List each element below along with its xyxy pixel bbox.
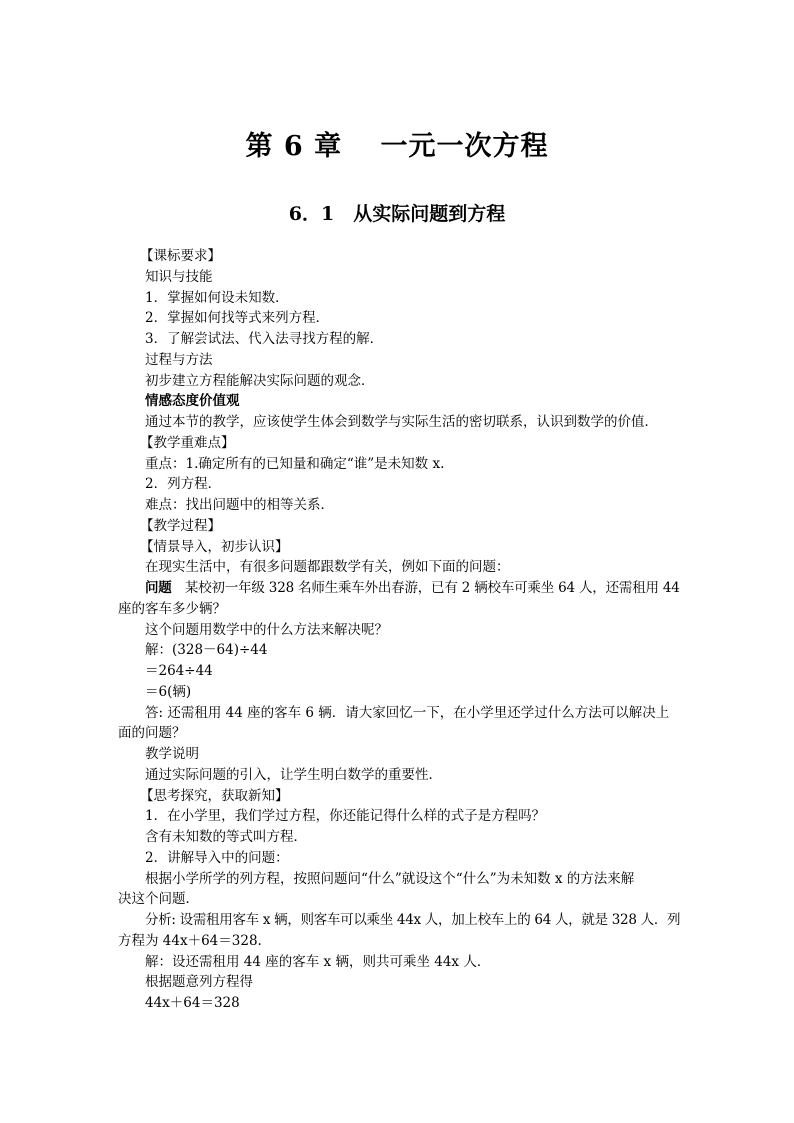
- paragraph-line: 通过实际问题的引入，让学生明白数学的重要性．: [145, 766, 442, 783]
- chapter-title: 第 6 章 一元一次方程: [245, 131, 549, 162]
- heading-teaching-process: 【教学过程】: [140, 517, 221, 534]
- problem-label: 问题: [145, 580, 172, 596]
- subheading-attitudes-values: 情感态度价值观: [145, 393, 240, 410]
- paragraph-line: 1．掌握如何设未知数．: [145, 289, 289, 306]
- paragraph-line: 重点：1.确定所有的已知量和确定“谁”是未知数 x.: [145, 455, 445, 472]
- subheading-teaching-notes: 教学说明: [145, 746, 199, 762]
- subheading-process-methods: 过程与方法: [145, 351, 213, 368]
- paragraph-line: 通过本节的教学，应该使学生体会到数学与实际生活的密切联系，认识到数学的价值．: [145, 414, 658, 430]
- paragraph-line: 根据题意列方程得: [145, 974, 253, 991]
- solution-line: 解：(328－64)÷44: [145, 642, 268, 659]
- paragraph-line: 决这个问题．: [118, 891, 199, 908]
- paragraph-line: 解：设还需租用 44 座的客车 x 辆，则共可乘坐 44x 人．: [145, 953, 491, 970]
- paragraph-line: 根据小学所学的列方程，按照问题问“什么”就设这个“什么”为未知数 x 的方法来解: [145, 870, 635, 887]
- equation-line: 44x＋64＝328: [145, 995, 240, 1011]
- document-body: [118, 246, 680, 1014]
- paragraph-line: 3．了解尝试法、代入法寻找方程的解．: [145, 331, 384, 347]
- paragraph-line: 难点：找出问题中的相等关系．: [145, 497, 334, 513]
- paragraph-line: 分析: 设需租用客车 x 辆，则客车可以乘坐 44x 人，加上校车上的 64 人，就是 328 人．列: [145, 912, 681, 928]
- paragraph-line: 1．在小学里，我们学过方程，你还能记得什么样的式子是方程吗？: [145, 808, 546, 825]
- solution-line: ＝264÷44: [145, 663, 213, 679]
- paragraph-line: 2．讲解导入中的问题：: [145, 849, 289, 866]
- problem-line: [118, 578, 680, 599]
- paragraph-line: 这个问题用数学中的什么方法来解决呢？: [145, 621, 388, 638]
- paragraph-line: 2．掌握如何找等式来列方程．: [145, 310, 330, 327]
- paragraph-line: 2．列方程．: [145, 476, 222, 493]
- paragraph-line: 面的问题？: [118, 725, 186, 742]
- paragraph-line: 初步建立方程能解决实际问题的观念．: [145, 372, 375, 389]
- paragraph-line: 在现实生活中，有很多问题都跟数学有关，例如下面的问题：: [145, 559, 510, 576]
- solution-line: ＝6(辆): [145, 683, 192, 700]
- section-title: 6．1 从实际问题到方程: [288, 203, 506, 225]
- problem-text: 某校初一年级 328 名师生乘车外出春游，已有 2 辆校车可乘坐 64 人，还需租用 44: [171, 580, 680, 596]
- paragraph-line: 座的客车多少辆？: [118, 600, 226, 617]
- heading-thinking-exploration: 【思考探究，获取新知】: [140, 787, 289, 804]
- paragraph-line: 方程为 44x＋64＝328.: [118, 932, 262, 949]
- heading-key-difficult-points: 【教学重难点】: [140, 434, 235, 451]
- heading-curriculum-requirements: 【课标要求】: [140, 248, 221, 264]
- paragraph-line: 含有未知数的等式叫方程．: [145, 829, 307, 845]
- paragraph-line: 答: 还需租用 44 座的客车 6 辆．请大家回忆一下，在小学里还学过什么方法可以解决上: [145, 704, 670, 721]
- heading-scenario-introduction: 【情景导入，初步认识】: [140, 538, 289, 555]
- subheading-knowledge-skills: 知识与技能: [145, 268, 213, 285]
